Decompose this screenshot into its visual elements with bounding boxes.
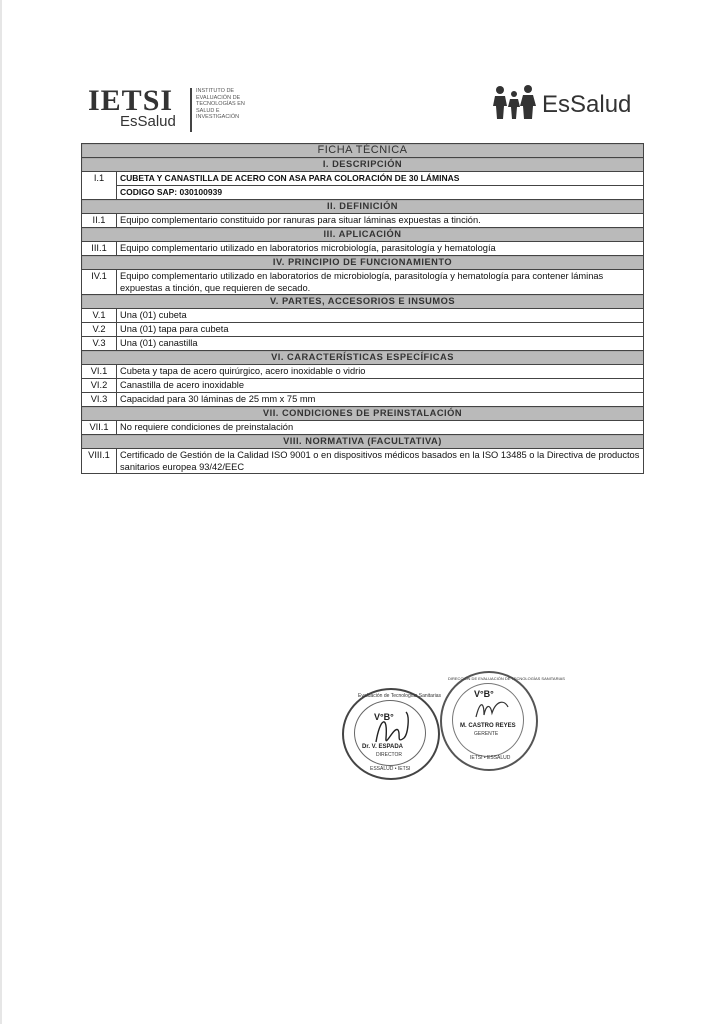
table-row xyxy=(82,172,644,186)
table-row xyxy=(82,144,644,158)
section-header: III. APLICACIÓN xyxy=(82,228,644,242)
seal-ring-text: ESSALUD • IETSI xyxy=(370,766,411,772)
table-row xyxy=(82,337,644,351)
item-number: V.1 xyxy=(82,309,117,323)
essalud-logo-text: EsSalud xyxy=(542,91,632,118)
signature-icon xyxy=(472,697,512,721)
item-text: Equipo complementario constituido por ranuras para situar láminas expuestas a tinción. xyxy=(117,214,644,228)
seal-ring-text: IETSI • ESSALUD xyxy=(470,755,511,761)
ietsi-logo-text: IETSI xyxy=(88,84,174,117)
ietsi-desc-line: INSTITUTO DE xyxy=(196,88,235,94)
item-number: VIII.1 xyxy=(82,449,117,474)
section-header: I. DESCRIPCIÓN xyxy=(82,158,644,172)
table-row xyxy=(82,256,644,270)
item-code: CODIGO SAP: 030100939 xyxy=(117,186,644,200)
item-number: V.2 xyxy=(82,323,117,337)
table-row xyxy=(82,365,644,379)
table-row xyxy=(82,323,644,337)
ietsi-logo xyxy=(88,84,176,130)
seal-name: M. CASTRO REYES xyxy=(460,723,516,729)
ficha-tecnica-table xyxy=(81,143,644,474)
item-text: Equipo complementario utilizado en laboratorios de microbiología, parasitología y hematología para contener láminas expuestas a tinción, que requieren de secado. xyxy=(117,270,644,295)
section-header: VIII. NORMATIVA (FACULTATIVA) xyxy=(82,435,644,449)
table-row xyxy=(82,200,644,214)
seal-name: Dr. V. ESPADA xyxy=(362,744,404,750)
seal-ring-text: DIRECCIÓN DE EVALUACIÓN DE TECNOLOGÍAS SANITARIAS xyxy=(448,676,565,681)
ietsi-desc-line: SALUD E xyxy=(196,107,220,114)
director-seal xyxy=(342,688,440,780)
seal-vb: V°B° xyxy=(374,712,394,722)
section-header: VII. CONDICIONES DE PREINSTALACIÓN xyxy=(82,407,644,421)
item-text: Capacidad para 30 láminas de 25 mm x 75 mm xyxy=(117,393,644,407)
item-number: II.1 xyxy=(82,214,117,228)
ietsi-logo-subtext: EsSalud xyxy=(120,113,176,130)
essalud-family-icon xyxy=(492,84,540,120)
section-header: II. DEFINICIÓN xyxy=(82,200,644,214)
seal-ring-text: Evaluación de Tecnologías Sanitarias xyxy=(358,693,442,699)
table-row xyxy=(82,295,644,309)
table-row xyxy=(82,407,644,421)
item-text: Una (01) cubeta xyxy=(117,309,644,323)
ietsi-desc-line: EVALUACIÓN DE xyxy=(196,94,241,101)
section-header: V. PARTES, ACCESORIOS E INSUMOS xyxy=(82,295,644,309)
item-number: VII.1 xyxy=(82,421,117,435)
ietsi-description xyxy=(196,88,266,121)
item-number: VI.1 xyxy=(82,365,117,379)
ficha-title: FICHA TÉCNICA xyxy=(82,144,644,158)
item-text: Certificado de Gestión de la Calidad ISO 9001 o en dispositivos médicos basados en la ISO 13485 o la Directiva de productos sanitarios europea 93/42/EEC xyxy=(117,449,644,474)
item-number: VI.3 xyxy=(82,393,117,407)
table-row xyxy=(82,270,644,295)
table-row xyxy=(82,214,644,228)
seal-role: DIRECTOR xyxy=(376,752,403,758)
item-number: I.1 xyxy=(82,172,117,200)
logo-divider xyxy=(190,88,192,132)
table-row xyxy=(82,158,644,172)
gerente-seal xyxy=(440,671,565,771)
item-text: No requiere condiciones de preinstalación xyxy=(117,421,644,435)
table-row xyxy=(82,351,644,365)
seal-role: GERENTE xyxy=(474,731,499,737)
ietsi-desc-line: TECNOLOGÍAS EN xyxy=(196,101,245,108)
table-row xyxy=(82,228,644,242)
document-header xyxy=(0,0,724,140)
item-name: CUBETA Y CANASTILLA DE ACERO CON ASA PARA COLORACIÓN DE 30 LÁMINAS xyxy=(117,172,644,186)
table-row xyxy=(82,309,644,323)
item-text: Una (01) tapa para cubeta xyxy=(117,323,644,337)
ietsi-desc-line: INVESTIGACIÓN xyxy=(196,114,240,121)
item-number: IV.1 xyxy=(82,270,117,295)
table-row xyxy=(82,379,644,393)
scan-edge xyxy=(0,0,2,1024)
seal-vb: V°B° xyxy=(474,689,494,699)
item-text: Cubeta y tapa de acero quirúrgico, acero inoxidable o vidrio xyxy=(117,365,644,379)
table-row xyxy=(82,393,644,407)
table-row xyxy=(82,242,644,256)
essalud-logo xyxy=(492,84,631,120)
section-header: VI. CARACTERÍSTICAS ESPECÍFICAS xyxy=(82,351,644,365)
item-text: Equipo complementario utilizado en laboratorios microbiología, parasitología y hematología xyxy=(117,242,644,256)
table-row xyxy=(82,186,644,200)
item-text: Canastilla de acero inoxidable xyxy=(117,379,644,393)
item-number: III.1 xyxy=(82,242,117,256)
table-row xyxy=(82,421,644,435)
table-row xyxy=(82,449,644,474)
item-number: V.3 xyxy=(82,337,117,351)
table-row xyxy=(82,435,644,449)
section-header: IV. PRINCIPIO DE FUNCIONAMIENTO xyxy=(82,256,644,270)
item-number: VI.2 xyxy=(82,379,117,393)
item-text: Una (01) canastilla xyxy=(117,337,644,351)
